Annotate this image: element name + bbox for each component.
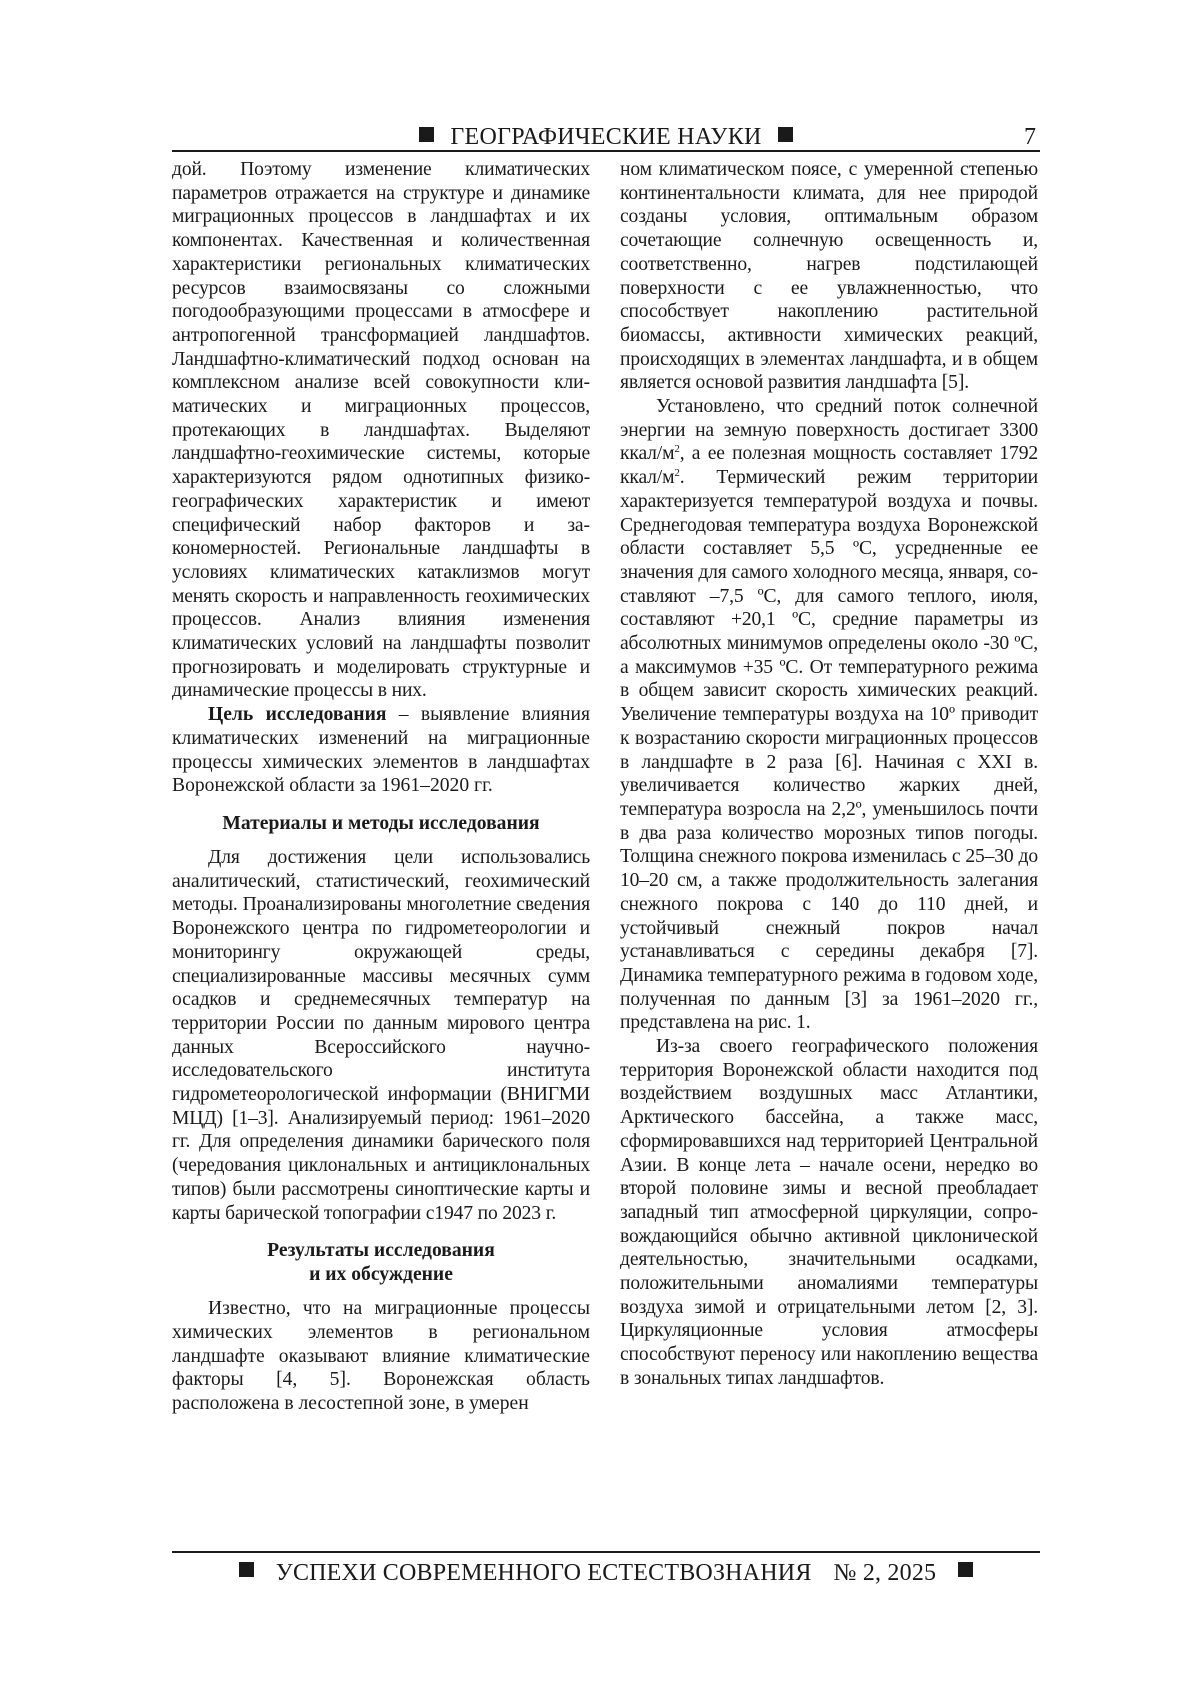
superscript: 2 <box>674 443 680 456</box>
section-heading-methods: Материалы и методы исследования <box>222 812 540 834</box>
header-section <box>172 122 1040 152</box>
paragraph: дой. Поэтому изменение климатических параметров отражается на структуре и динамике миграционных процессов в ландшафтах и их компонентах. Качественная и количественная характеристики региональных климатических ресурсов взаимосвязаны со сложными погодообразующими процессами в атмосфере и антропогенной трансформацией ландшафтов. Ландшафтно-климатический подход основан на комплексном анализе всей совокупности климатических и миграционных процессов, протекающих в ландшафтах. Выделяют ландшафтно-геохимические системы, которые характеризуются рядом однотипных физико-географических характеристик и имеют специфический набор факторов и закономерностей. Региональные ландшафты в условиях климатических катаклизмов могут менять скорость и направленность геохимических процессов. Анализ влияния изменения климатических условий на ландшафты позволит прогнозировать и моделировать структурные и динамические процессы в них. <box>172 159 590 702</box>
square-bullet-icon <box>239 1562 254 1577</box>
paragraph: Для достижения цели использовались аналитический, статистический, геохимический методы. Проанализированы многолетние сведения Воронежского центра по гидрометеорологии и мониторингу окружающей среды, специализированные массивы месячных сумм осадков и среднемесячных температур на территории России по данным мирового центра данных Всероссийского научно-исследовательского института гидрометеорологической информации (ВНИГМИ МЦД) [1–3]. Анализируемый период: 1961–2020 гг. Для определения динамики барического поля (чередования циклональных и антициклональных типов) были рассмотрены синоптические карты и карты барической топографии с1947 по 2023 г. <box>172 846 590 1224</box>
right-column <box>620 158 1038 1391</box>
issue-number: № 2, 2025 <box>833 1560 937 1586</box>
superscript: 2 <box>674 467 680 480</box>
paragraph: Известно, что на миграционные процессы химических элементов в региональном ландшафте оказывают влияние климатические факторы [4, 5]. Воронежская область расположена в лесостепной зоне, в умерен <box>172 1298 590 1415</box>
heading-line: Результаты исследования <box>267 1240 495 1262</box>
running-footer <box>172 1556 1040 1590</box>
heading-line: и их обсуждение <box>309 1264 453 1286</box>
header-rule <box>172 150 1040 152</box>
paragraph: Из-за своего географического положения территория Воронежской области находится под воздействием воздушных масс Атлантики, Арктического бассейна, а также масс, сформировавшихся над территорией Центральной Азии. В конце лета – начале осени, нередко во второй половине зимы и весной преобладает западный тип атмосферной циркуляции, сопровождающийся обычно активной циклонической деятельностью, значительными осадками, положительными аномалиями температуры воздуха зимой и отрицательными летом [2, 3]. Циркуляционные условия атмосферы способствуют переносу или накоплению вещества в зональных типах ландшафтов. <box>620 1036 1038 1389</box>
section-heading-results <box>172 1239 590 1287</box>
journal-title: УСПЕХИ СОВРЕМЕННОГО ЕСТЕСТВОЗНАНИЯ <box>275 1560 812 1586</box>
goal-lead: Цель исследования <box>208 704 387 726</box>
section-title: ГЕОГРАФИЧЕСКИЕ НАУКИ <box>450 124 762 150</box>
square-bullet-icon <box>419 127 434 142</box>
footer-rule <box>172 1551 1040 1553</box>
page-number: 7 <box>1024 124 1036 150</box>
square-bullet-icon <box>958 1562 973 1577</box>
text-run: . Термический режим территории характеризуется температурой воздуха и почвы. Среднегодовая температура воздуха Воронежской области составляет 5,5 ºС, усредненные ее значения для самого холодного месяца, января, составляют –7,5 ºС, для самого теплого, июля, составляют +20,1 ºС, средние параметры из абсолютных минимумов определены около -30 ºС, а максимумов +35 ºС. От температурного режима в общем зависит скорость химических реакций. Увеличение температуры воздуха на 10º приводит к возрастанию скорости миграционных процессов в ландшафте в 2 раза [6]. Начиная с XXI в. увеличивается количество жарких дней, температура возросла на 2,2º, уменьшилось почти в два раза количество морозных типов погоды. Толщина снежного покрова изменилась с 25–30 до 10–20 см, а также продолжительность залегания снежного покрова с 140 до 110 дней, и устойчивый снежный покров начал устанавливаться с середины декабря [7]. Динамика температурного режима в годовом ходе, полученная по данным [3] за 1961–2020 гг., представлена на рис. 1. <box>620 467 1038 1034</box>
left-column <box>172 158 590 1416</box>
paragraph: ном климатическом поясе, с умеренной степенью континентальности климата, для нее природой созданы условия, оптимальным образом сочетающие солнечную освещенность и, соответственно, нагрев подстилающей поверхности с ее увлажненностью, что способствует накоплению растительной биомассы, активности химических реакций, происходящих в элементах ландшафта, и в общем является основой развития ландшафта [5]. <box>620 159 1038 394</box>
paragraph <box>620 395 1038 1035</box>
square-bullet-icon <box>778 127 793 142</box>
text-run: Установлено, что средний поток солнечной энергии на земную поверхность достигает 3300 ккал/м <box>620 396 1038 465</box>
goal-text: – выявление влияния климатических изменений на миграционные процессы химических элементов в ландшафтах Воронежской области за 1961–2020 гг. <box>172 704 590 797</box>
text-run: , а ее полезная мощность составляет 1792 ккал/м <box>620 443 1038 489</box>
running-header <box>172 120 1040 154</box>
goal-paragraph <box>172 703 590 798</box>
